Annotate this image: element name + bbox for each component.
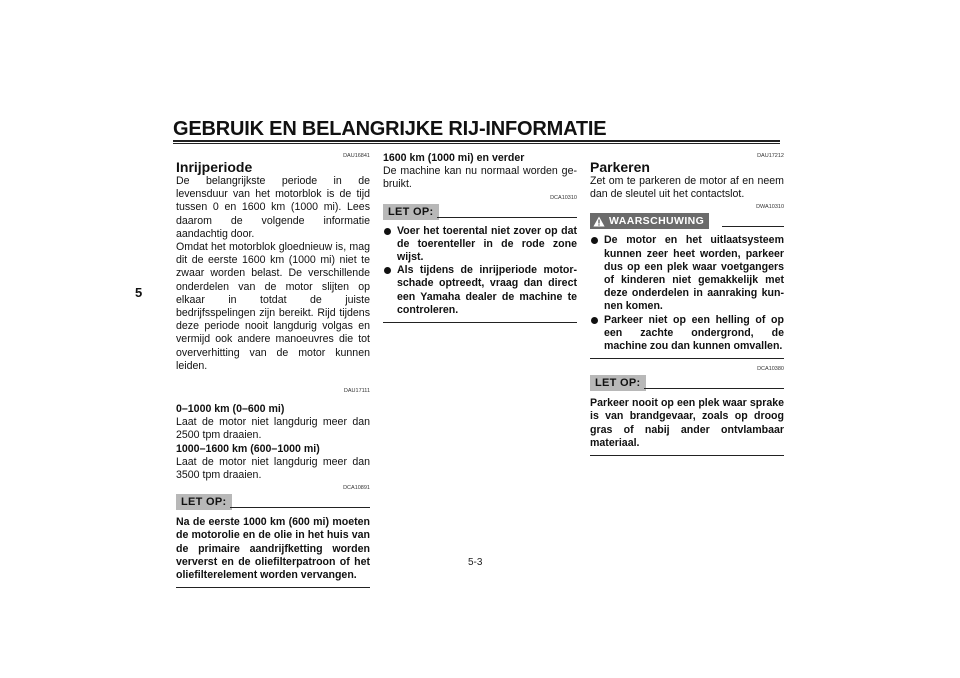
column-1: [176, 152, 370, 588]
notice-code: DCA10380: [757, 366, 784, 373]
warning-rule: [722, 226, 784, 227]
notice-end-rule: [590, 455, 784, 456]
paragraph: Laat de motor niet langdurig meer dan 3500 tpm draaien.: [176, 455, 370, 482]
paragraph: Omdat het motorblok gloednieuw is, mag dit de eerste 1600 km (1000 mi) niet te zwaar worden belast. De verschillende onderdelen van de motor slijten op elkaar in totdat de juiste bedrijfsspelingen zijn bereikt. Rijd tijdens deze periode nooit langdurig volgas en vermijd ook andere manoeuvres die tot oververhitting van de motor kunnen leiden.: [176, 241, 370, 372]
page-number: 5-3: [468, 557, 483, 568]
section-code: DAU17212: [757, 153, 784, 159]
notice-label: LET OP:: [383, 204, 439, 220]
warning-label: WAARSCHUWING: [590, 213, 709, 229]
header-rule: [173, 140, 780, 142]
page-title: GEBRUIK EN BELANGRIJKE RIJ-INFORMATIE: [173, 118, 607, 140]
warning-triangle-icon: [593, 216, 605, 227]
notice-label: LET OP:: [176, 494, 232, 510]
list-item: Voer het toerental niet zover op dat de toerenteller in de rode zone wijst.: [383, 225, 577, 265]
chapter-tab: 5: [135, 285, 143, 300]
notice-code: DCA10310: [550, 194, 577, 201]
subheading: 1600 km (1000 mi) en verder: [383, 152, 525, 164]
bullet-dot-icon: [384, 228, 391, 235]
notice-rule: [644, 388, 784, 389]
bullet-dot-icon: [591, 237, 598, 244]
list-item: Als tijdens de inrijperiode motorschade optreedt, vraag dan direct een Yamaha dealer de machine te controleren.: [383, 264, 577, 317]
list-item: De motor en het uitlaatsysteem kunnen zeer heet worden, parkeer dus op een plek waar voetgangers of kinderen niet gemakkelijk met deze onderdelen in aanraking kunnen komen.: [590, 234, 784, 313]
warning-end-rule: [590, 358, 784, 359]
notice-header: [176, 494, 370, 512]
notice-rule: [230, 507, 370, 508]
notice-text: Na de eerste 1000 km (600 mi) moeten de motorolie en de olie in het huis van de primaire aandrijfketting worden ververst en de oliefilterpatroon of het oliefilterelement worden vervangen.: [176, 516, 370, 582]
subheading: 1000–1600 km (600–1000 mi): [176, 442, 320, 455]
notice-header: [383, 204, 577, 222]
section-code: DAU17111: [343, 388, 370, 395]
column-2: [383, 152, 577, 323]
paragraph: Laat de motor niet langdurig meer dan 2500 tpm draaien.: [176, 416, 370, 442]
warning-code: DWA10310: [756, 204, 784, 211]
header-rule-thin: [173, 143, 780, 144]
section-title-inrijperiode: Inrijperiode: [176, 159, 253, 175]
notice-end-rule: [176, 587, 370, 588]
bullet-dot-icon: [384, 267, 391, 274]
section-title-parkeren: Parkeren: [590, 159, 650, 175]
notice-header: [590, 375, 784, 393]
warning-bullet-list: [590, 231, 784, 353]
list-item: Parkeer niet op een helling of op een zachte ondergrond, de machine zou dan kunnen omvallen.: [590, 314, 784, 354]
paragraph: De machine kan nu normaal worden gebruikt.: [383, 165, 577, 191]
column-3: [590, 152, 784, 456]
subheading: 0–1000 km (0–600 mi): [176, 403, 285, 416]
paragraph: De belangrijkste periode in de levensduur van het motorblok is de tijd tussen 0 en 1600 km (1000 mi). Lees daarom de volgende informatie aandachtig door.: [176, 175, 370, 240]
notice-text: Parkeer nooit op een plek waar sprake is van brandgevaar, zoals op droog gras of nabij ander ontvlambaar materiaal.: [590, 397, 784, 449]
notice-end-rule: [383, 322, 577, 323]
bullet-dot-icon: [591, 317, 598, 324]
paragraph: Zet om te parkeren de motor af en neem dan de sleutel uit het contactslot.: [590, 175, 784, 201]
warning-header: [590, 213, 784, 231]
notice-label: LET OP:: [590, 375, 646, 391]
notice-code: DCA10891: [343, 485, 370, 492]
section-code: DAU16841: [343, 153, 370, 159]
notice-rule: [437, 217, 577, 218]
notice-bullet-list: [383, 222, 577, 317]
